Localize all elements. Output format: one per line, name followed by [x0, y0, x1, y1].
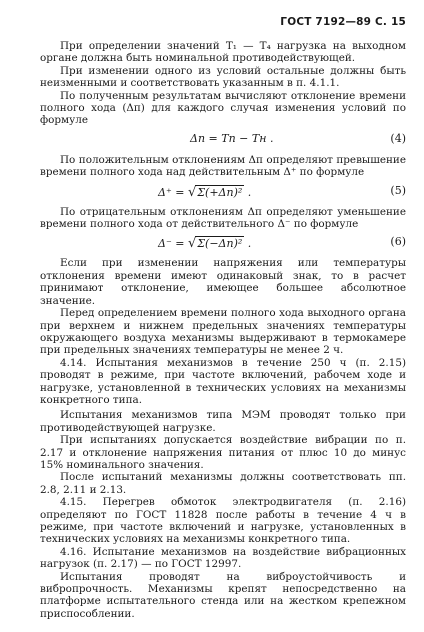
- paragraph-p4: По положительным отклонениям Δп определяют превышение времени полного хода над действительным Δ⁺ по формуле: [40, 153, 406, 179]
- formula-6-number: (6): [390, 235, 406, 249]
- document-body: [40, 40, 406, 620]
- page-header: ГОСТ 7192—89 С. 15: [280, 16, 406, 28]
- paragraph-p2: При изменении одного из условий остальные должны быть неизменными и соответствовать указанным в п. 4.1.1.: [40, 64, 406, 90]
- formula-5-tail: .: [247, 185, 252, 199]
- paragraph-p3: По полученным результатам вычисляют отклонение времени полного хода (Δп) для каждого случая изменения условий по формуле: [40, 89, 406, 127]
- formula-5-radicand: Σ(+Δп)²: [197, 185, 243, 199]
- paragraph-p8: 4.14. Испытания механизмов в течение 250 ч (п. 2.15) проводят в режиме, при частоте включений, рабочем ходе и нагрузке, установленной в технических условиях на механизмы конкретного типа.: [40, 356, 406, 406]
- paragraph-p10: При испытаниях допускается воздействие вибрации по п. 2.17 и отклонение напряжения питания от плюс 10 до минус 15% номинального значения.: [40, 434, 406, 471]
- paragraph-p5: По отрицательным отклонениям Δп определяют уменьшение времени полного хода от действительного Δ⁻ по формуле: [40, 205, 406, 231]
- formula-4-expression: Δп = Tп − Tн .: [190, 131, 274, 145]
- formula-6-radicand: Σ(−Δп)²: [197, 237, 243, 251]
- formula-4: [40, 127, 406, 154]
- paragraph-p13: 4.16. Испытание механизмов на воздействие вибрационных нагрузок (п. 2.17) — по ГОСТ 12997.: [40, 545, 406, 571]
- formula-5: [40, 179, 406, 206]
- formula-5-lhs: Δ⁺ =: [158, 185, 185, 199]
- paragraph-p14: Испытания проводят на виброустойчивость и вибропрочность. Механизмы крепят непосредственно на платформе испытательного стенда или на жестком крепежном приспособлении.: [40, 570, 406, 620]
- radical-sign-icon: √: [187, 236, 197, 252]
- formula-6: [40, 230, 406, 257]
- paragraph-p12: 4.15. Перегрев обмоток электродвигателя (п. 2.16) определяют по ГОСТ 11828 после работы в течение 4 ч в режиме, при частоте включений и нагрузке, установленных в технических условиях на механизмы конкретного типа.: [40, 496, 406, 546]
- radical-sign-icon: √: [187, 184, 197, 200]
- paragraph-p9: Испытания механизмов типа МЭМ проводят только при противодействующей нагрузке.: [40, 409, 406, 434]
- formula-6-tail: .: [247, 237, 252, 251]
- paragraph-p6: Если при изменении напряжения или температуры отклонения времени имеют одинаковый знак, то в расчет принимают отклонение, имеющее большее абсолютное значение.: [40, 257, 406, 307]
- formula-6-lhs: Δ⁻ =: [158, 237, 185, 251]
- paragraph-p7: Перед определением времени полного хода выходного органа при верхнем и нижнем предельных значениях температуры окружающего воздуха механизмы выдерживают в термокамере при предельных значениях температуры не менее 2 ч.: [40, 307, 406, 357]
- formula-4-number: (4): [390, 131, 406, 145]
- paragraph-p1: При определении значений T₁ — T₄ нагрузка на выходном органе должна быть номинальной противодействующей.: [40, 40, 406, 65]
- paragraph-p11: После испытаний механизмы должны соответствовать пп. 2.8, 2.11 и 2.13.: [40, 471, 406, 496]
- formula-5-number: (5): [390, 183, 406, 197]
